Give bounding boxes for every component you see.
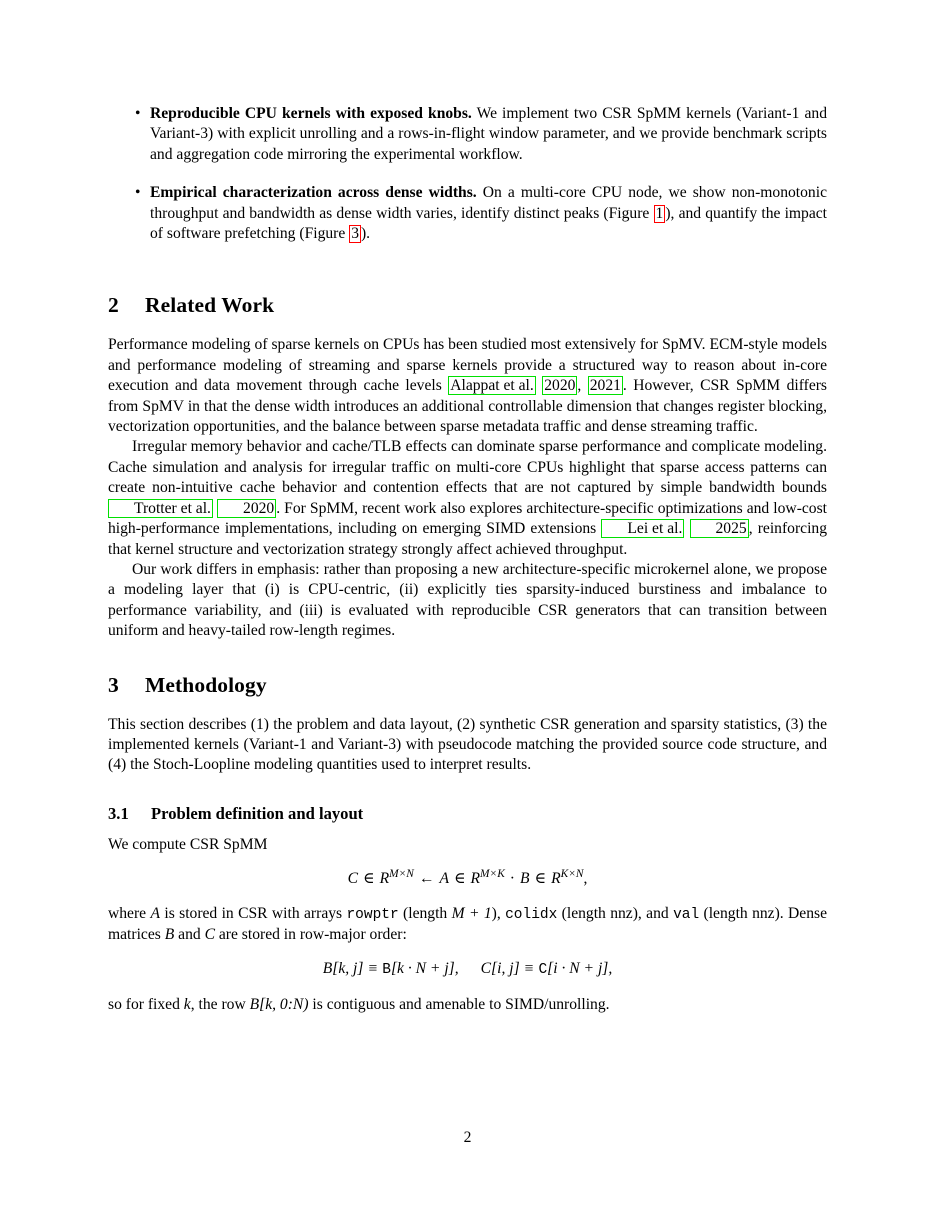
math-operator-dot: ·	[509, 870, 515, 888]
citation-link-trotter-author[interactable]: Trotter et al.	[108, 499, 213, 518]
math-expression-C-i-j: C[i, j]	[480, 960, 520, 978]
math-comma: ,	[583, 870, 588, 888]
paragraph-text: ),	[491, 904, 506, 922]
paragraph-text: is stored in CSR with arrays	[160, 904, 347, 922]
subsection-heading-problem-definition	[108, 803, 827, 825]
section-number: 2	[108, 293, 119, 318]
code-rowptr: rowptr	[346, 906, 399, 923]
math-superscript-MxN: M×N	[389, 867, 414, 880]
paragraph-text: where	[108, 904, 151, 922]
list-item-text: ), and quantify the impact of software prefetching (Figure	[150, 204, 828, 243]
spacer	[108, 776, 827, 803]
math-expression-B-k-j: B[k, j]	[322, 960, 364, 978]
paragraph-contiguity	[108, 995, 827, 1015]
paragraph-text: is contiguous and amenable to SIMD/unrolling.	[308, 995, 610, 1013]
math-operator-in: ∈	[534, 870, 547, 888]
paragraph-text: ,	[577, 377, 588, 395]
paragraph-csr-arrays	[108, 904, 827, 946]
math-expression-C-index: [i · N + j],	[547, 960, 613, 978]
math-symbol-R: R	[379, 870, 390, 888]
math-operator-in: ∈	[453, 870, 466, 888]
math-superscript-KxN: K×N	[560, 867, 584, 880]
spacer	[108, 698, 827, 715]
math-operator-arrow: ←	[418, 870, 435, 888]
citation-link-trotter-2020[interactable]: 2020	[217, 499, 276, 518]
citation-link-alappat-2020[interactable]: 2020	[544, 377, 576, 395]
list-item-text: We implement two CSR SpMM kernels (Variant-1 and Variant-3) with explicit unrolling and a rows-in-flight window parameter, and we provide benchmark scripts and aggregation code mirroring the experimental workflow.	[150, 105, 827, 163]
list-item-text: ).	[360, 225, 371, 243]
spacer	[108, 318, 827, 335]
math-operator-equiv: ≡	[524, 960, 534, 978]
math-symbol-A: A	[150, 904, 160, 922]
paragraph-text: are stored in row-major order:	[214, 925, 407, 943]
code-colidx: colidx	[505, 906, 558, 923]
spacer	[108, 642, 827, 672]
citation-link-lei-author[interactable]: Lei et al.	[601, 519, 684, 538]
paragraph-text: , the row	[190, 995, 250, 1013]
section-title: Methodology	[145, 672, 267, 697]
math-expression-B-row-slice: B[k, 0:N)	[249, 995, 309, 1013]
paragraph-text: . However, CSR SpMM differs from SpMV in that the dense width introduces an additional controllable dimension that changes register blocking, vectorization opportunities, and the balance between sparse metadata traffic and dense streaming traffic.	[108, 377, 828, 436]
section-title: Related Work	[145, 293, 275, 318]
paragraph-text: . For SpMM, recent work also explores architecture-specific optimizations and low-cost high-performance implementations, including on emerging SIMD extensions	[108, 499, 828, 538]
paragraph-text: , reinforcing that kernel structure and vectorization strategy strongly affect achieved throughput.	[108, 520, 827, 558]
section-heading-related-work	[108, 292, 827, 318]
math-symbol-R: R	[551, 870, 561, 888]
spacer	[108, 825, 827, 835]
math-symbol-R: R	[470, 870, 481, 888]
math-operator-in: ∈	[363, 870, 375, 888]
code-val: val	[673, 906, 700, 923]
list-item-lead: Empirical characterization across dense widths.	[150, 184, 477, 202]
paragraph-related-work-3: Our work differs in emphasis: rather than proposing a new architecture-specific microkernel alone, we propose a modeling layer that (i) is CPU-centric, (ii) explicitly ties sparsity-induced burstiness and imbalance to performance variability, and (iii) is evaluated with reproducible CSR generators that can transition between uniform and heavy-tailed row-length regimes.	[108, 560, 827, 640]
spacer	[108, 262, 827, 292]
paragraph-related-work-2	[108, 437, 827, 559]
math-superscript-MxK: M×K	[480, 867, 505, 880]
citation-link-alappat-2021[interactable]: 2021	[589, 377, 621, 395]
paragraph-text: (length nnz), and	[557, 904, 674, 922]
display-equation-row-major-layout	[108, 959, 827, 980]
citation-link-alappat-author[interactable]: Alappat et al.	[450, 377, 534, 395]
math-operator-equiv: ≡	[368, 960, 378, 978]
code-C-array: C	[538, 962, 548, 979]
paragraph-text: Performance modeling of sparse kernels on CPUs has been studied most extensively for SpMV. ECM-style models and performance modeling of streaming and sparse kernels provide a structured way to reason about in-core execution and data movement through cache levels	[108, 336, 827, 395]
list-item	[108, 104, 827, 165]
code-B-array: B	[382, 962, 391, 979]
contributions-list	[108, 104, 827, 244]
list-item-text: On a multi-core CPU node, we show non-monotonic throughput and bandwidth as dense width varies, identify distinct peaks (Figure	[150, 184, 827, 222]
page-text-block	[108, 104, 827, 1015]
math-expression-M-plus-1: M + 1	[451, 904, 492, 922]
citation-link-lei-2025[interactable]: 2025	[690, 519, 749, 538]
math-symbol-k: k	[183, 995, 191, 1013]
paragraph-text: Irregular memory behavior and cache/TLB effects can dominate sparse performance and complicate modeling. Cache simulation and analysis for irregular traffic on multi-core CPUs highlight that sparse access patterns can create non-intuitive cache behavior and contention effects that are not captured by simple bandwidth bounds	[108, 438, 827, 497]
section-number: 3	[108, 672, 119, 697]
math-symbol-A: A	[439, 870, 449, 888]
paragraph-lead-in: We compute CSR SpMM	[108, 835, 268, 853]
math-symbol-B: B	[520, 870, 530, 888]
paragraph-text: so for fixed	[108, 995, 184, 1013]
math-expression-B-index: [k · N + j],	[390, 960, 459, 978]
page-number: 2	[463, 1129, 472, 1146]
list-item-lead: Reproducible CPU kernels with exposed knobs.	[150, 105, 472, 122]
figure-reference-link-3[interactable]: 3	[351, 225, 359, 243]
math-symbol-C: C	[204, 925, 215, 943]
subsection-number: 3.1	[108, 803, 129, 823]
section-heading-methodology	[108, 672, 827, 698]
bullet-marker: •	[135, 184, 141, 202]
display-equation-spmm-definition	[108, 869, 827, 889]
paragraph-related-work-1	[108, 335, 827, 437]
paragraph-text: and	[174, 925, 205, 943]
paragraph-text: (length nnz). Dense matrices	[108, 904, 828, 943]
list-item	[108, 183, 827, 244]
math-symbol-C: C	[347, 870, 359, 888]
bullet-marker: •	[135, 105, 141, 122]
paragraph-methodology-intro: This section describes (1) the problem and data layout, (2) synthetic CSR generation and sparsity statistics, (3) the implemented kernels (Variant-1 and Variant-3) with pseudocode matching the provided source code structure, and (4) the Stoch-Loopline modeling quantities used to interpret results.	[108, 715, 827, 774]
math-symbol-B: B	[164, 925, 175, 943]
paragraph-text: (length	[398, 904, 452, 922]
subsection-title: Problem definition and layout	[151, 803, 364, 823]
figure-reference-link-1[interactable]: 1	[655, 204, 664, 222]
